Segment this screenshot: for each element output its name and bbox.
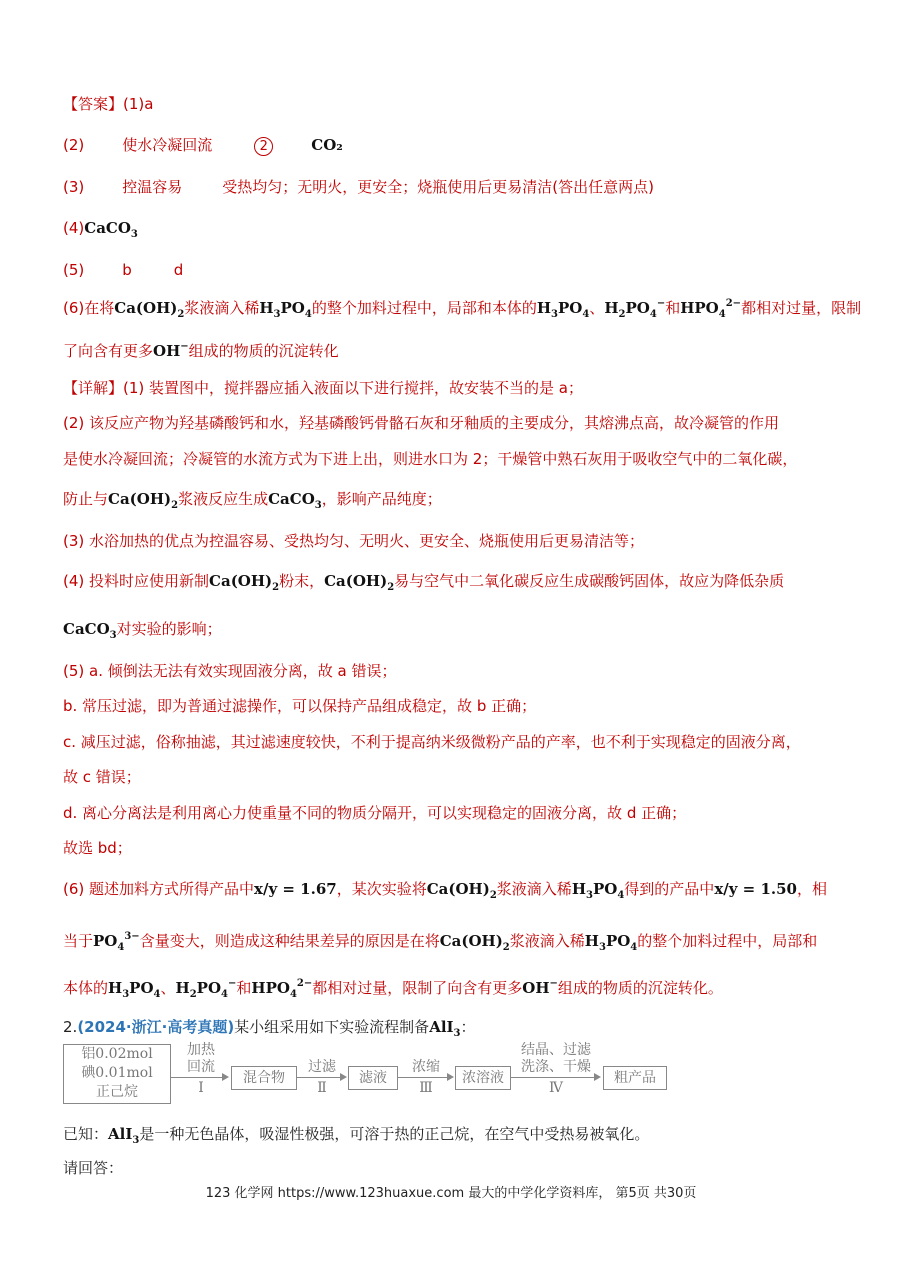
flow-start-box: 铝0.02mol 碘0.01mol 正己烷 xyxy=(63,1044,171,1104)
detail-p4a: (4) 投料时应使用新制$Ca(OH)_2$粉末，$Ca(OH)_2$易与空气中二氧化碳反应生成碳酸钙固体，故应为降低杂质 xyxy=(63,572,785,593)
detail-p6b: 当于$PO_4^{3-}$含量变大，则造成这种结果差异的原因是在将$Ca(OH)_2$浆液滴入稀$H_3PO_4$的整个加料过程中，局部和 xyxy=(63,931,818,953)
flow-step-4-label: 结晶、过滤 洗涤、干燥 xyxy=(521,1042,591,1075)
detail-p5e: 故选 bd； xyxy=(63,839,132,857)
flow-node-filtrate: 滤液 xyxy=(348,1066,398,1090)
detail-p1: 【详解】(1) 装置图中，搅拌器应插入液面以下进行搅拌，故安装不当的是 a； xyxy=(63,379,583,397)
circled-number: 2 xyxy=(254,137,273,156)
detail-p5d: d. 离心分离法是利用离心力使重量不同的物质分隔开，可以实现稳定的固液分离，故 d 正确； xyxy=(63,804,687,822)
detail-heading: 【详解】 xyxy=(63,379,124,397)
flow-node-crude-product: 粗产品 xyxy=(603,1066,667,1090)
detail-p5c2: 故 c 错误； xyxy=(63,768,141,786)
flow-step-2-roman: Ⅱ xyxy=(317,1080,327,1096)
process-flow-diagram xyxy=(63,1040,703,1110)
flow-step-1-roman: Ⅰ xyxy=(198,1080,204,1096)
flow-step-4-roman: Ⅳ xyxy=(549,1080,563,1096)
answer-line-3: (3) 控温容易 受热均匀；无明火，更安全；烧瓶使用后更易清洁(答出任意两点) xyxy=(63,178,654,196)
flow-arrow-1 xyxy=(171,1077,227,1078)
detail-p2b: 是使水冷凝回流；冷凝管的水流方式为下进上出，则进水口为 2；干燥管中熟石灰用于吸收空气中的二氧化碳， xyxy=(63,450,798,468)
answer-line-2: (2) 使水冷凝回流 2 CO₂ xyxy=(63,136,343,154)
answer-line-4: (4)CaCO$_3$ xyxy=(63,219,138,240)
answer-line-6: (6)在将$Ca(OH)_2$浆液滴入稀$H_3PO_4$的整个加料过程中，局部和本体的$H_3PO_4$、$H_2PO_4^-$和$HPO_4^{2-}$都相对过量，限制 xyxy=(63,298,862,320)
question-number: 2. xyxy=(63,1018,78,1036)
flow-arrow-2 xyxy=(297,1077,345,1078)
detail-p6c: 本体的$H_3PO_4$、$H_2PO_4^-$和$HPO_4^{2-}$都相对过量，限制了向含有更多OH−组成的物质的沉淀转化。 xyxy=(63,978,723,1000)
detail-p5b: b. 常压过滤，即为普通过滤操作，可以保持产品组成稳定，故 b 正确； xyxy=(63,697,537,715)
flow-arrow-4 xyxy=(511,1077,599,1078)
page-footer: 123 化学网 https://www.123huaxue.com 最大的中学化学资料库， 第5页 共30页 xyxy=(205,1186,697,1201)
detail-p2a: (2) 该反应产物为羟基磷酸钙和水，羟基磷酸钙骨骼石灰和牙釉质的主要成分，其熔沸点高，故冷凝管的作用 xyxy=(63,414,780,432)
detail-p5c1: c. 减压过滤，俗称抽滤，其过滤速度较快，不利于提高纳米级微粉产品的产率，也不利于实现稳定的固液分离， xyxy=(63,733,801,751)
answer-line-7: 了向含有更多OH−组成的物质的沉淀转化 xyxy=(63,341,339,360)
detail-p4b: CaCO$_3$对实验的影响； xyxy=(63,620,222,641)
flow-step-3-label: 浓缩 xyxy=(412,1059,440,1075)
flow-node-mixture: 混合物 xyxy=(231,1066,297,1090)
flow-step-1-label: 加热 回流 xyxy=(187,1042,215,1075)
answer-heading: 【答案】 xyxy=(63,95,124,113)
detail-p5a: (5) a. 倾倒法无法有效实现固液分离，故 a 错误； xyxy=(63,662,397,680)
question-source: (2024·浙江·高考真题) xyxy=(77,1018,235,1036)
question-2-known: 已知：AlI$_3$是一种无色晶体，吸湿性极强，可溶于热的正己烷，在空气中受热易被氧化。 xyxy=(63,1125,650,1146)
answer-line-1: 【答案】(1)a xyxy=(63,95,154,113)
flow-node-concentrate: 浓溶液 xyxy=(455,1066,511,1090)
detail-p6a: (6) 题述加料方式所得产品中x/y = 1.67，某次实验将$Ca(OH)_2$浆液滴入稀$H_3PO_4$得到的产品中x/y = 1.50，相 xyxy=(63,880,828,901)
question-2-stem: 2.(2024·浙江·高考真题)某小组采用如下实验流程制备AlI$_3$： xyxy=(63,1018,476,1039)
flow-arrow-3 xyxy=(398,1077,452,1078)
detail-p3: (3) 水浴加热的优点为控温容易、受热均匀、无明火、更安全、烧瓶使用后更易清洁等； xyxy=(63,532,645,550)
question-2-ask: 请回答： xyxy=(63,1159,124,1177)
flow-step-2-label: 过滤 xyxy=(308,1059,336,1075)
detail-p2c: 防止与$Ca(OH)_2$浆液反应生成CaCO$_3$，影响产品纯度； xyxy=(63,490,442,511)
answer-line-5: (5) b d xyxy=(63,261,184,279)
flow-step-3-roman: Ⅲ xyxy=(419,1080,433,1096)
